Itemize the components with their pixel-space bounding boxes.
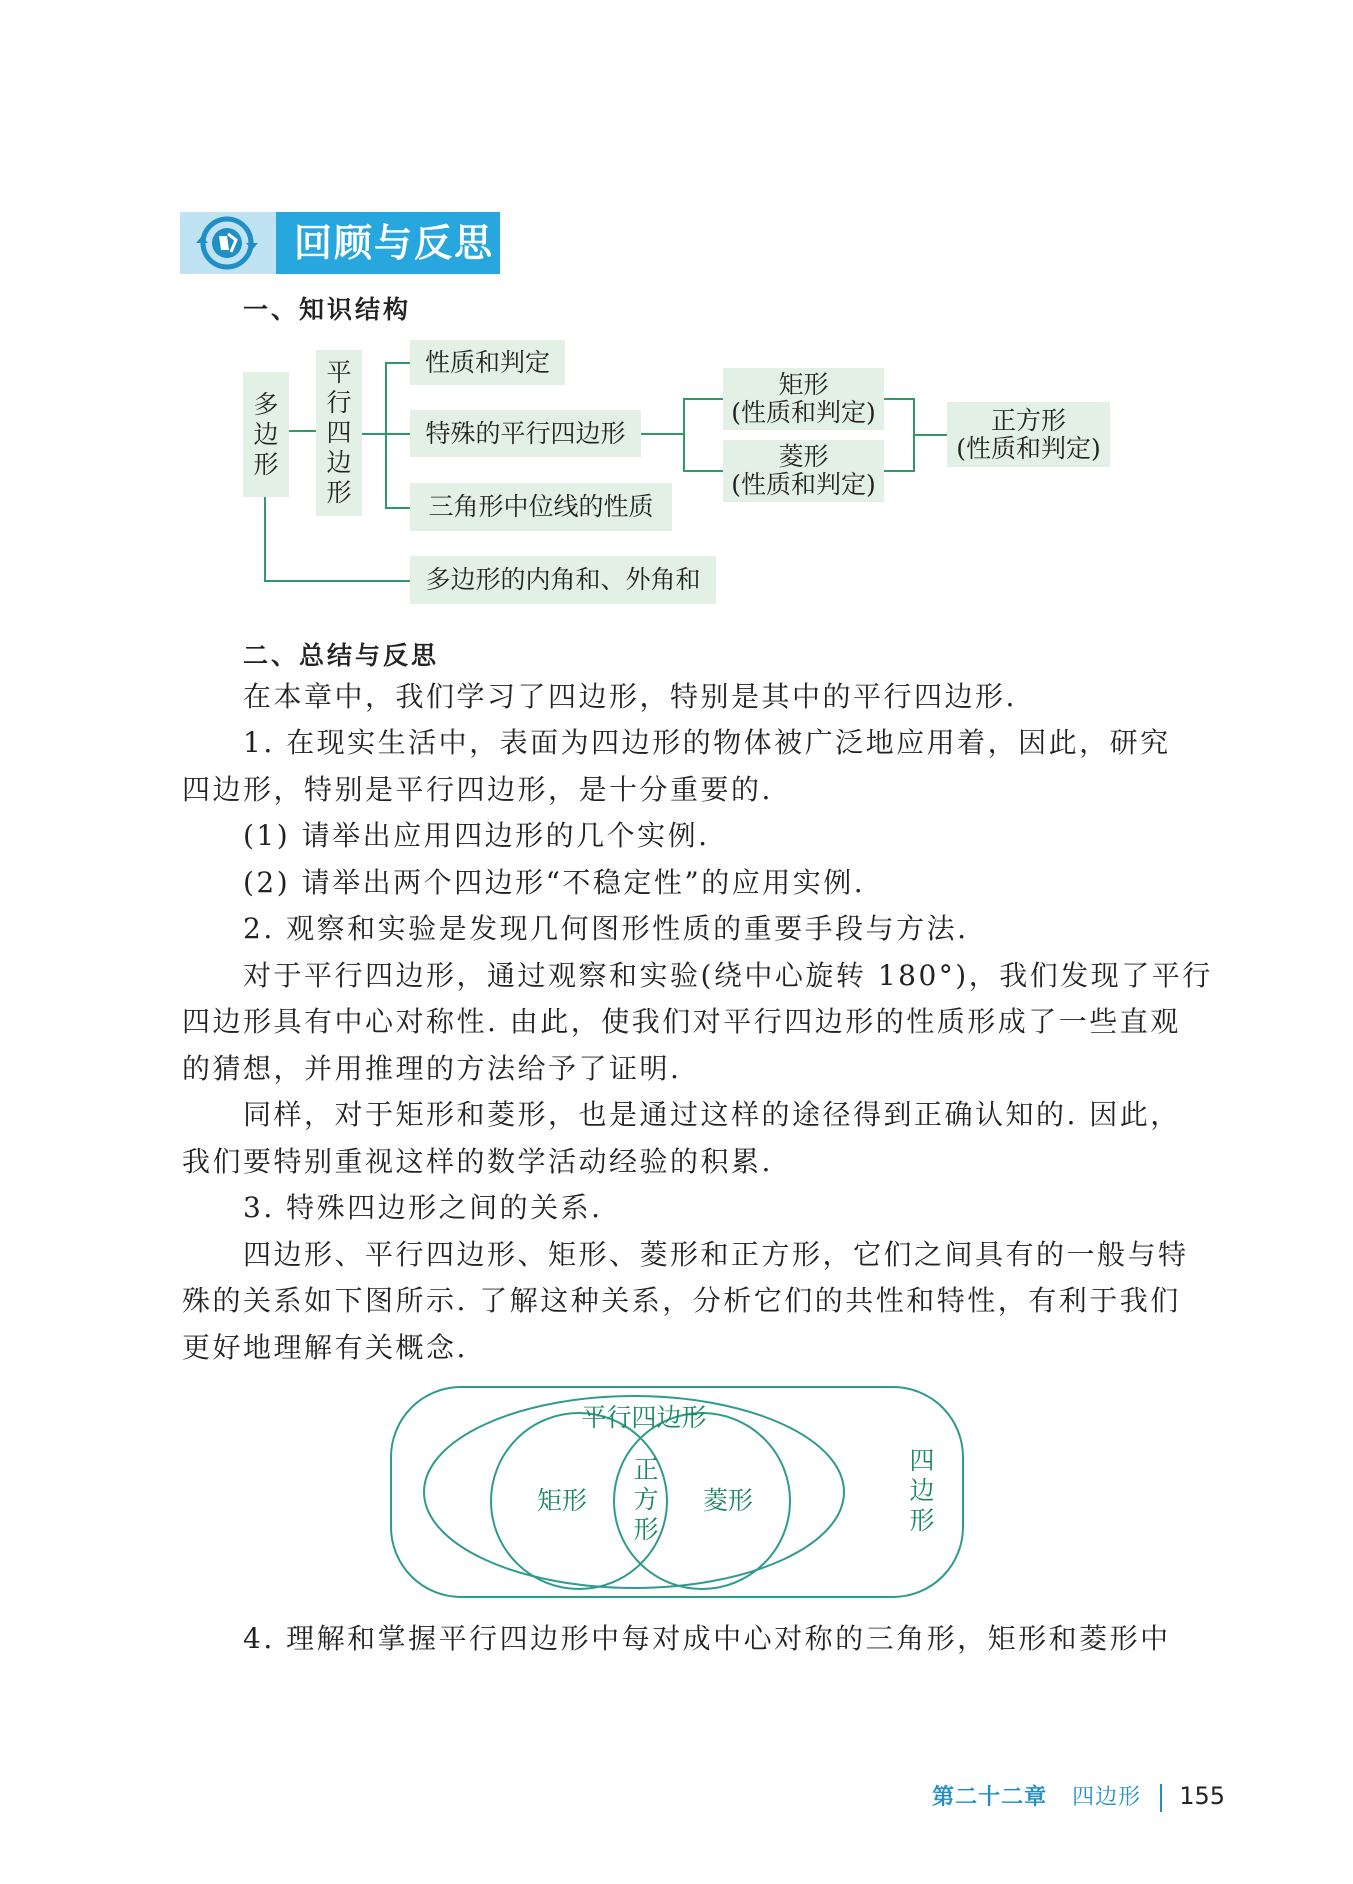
- label-square-2: 方: [633, 1485, 659, 1514]
- connector-line: [385, 362, 387, 508]
- page-number: 155: [1179, 1782, 1225, 1810]
- paragraph-line: (1) 请举出应用四边形的几个实例.: [243, 819, 710, 852]
- label-quadrilateral-1: 四: [909, 1446, 935, 1475]
- section-title: 回顾与反思: [294, 221, 495, 265]
- connector-line: [362, 433, 386, 435]
- paragraph-line: 四边形，特别是平行四边形，是十分重要的.: [182, 773, 773, 806]
- node-midline: 三角形中位线的性质: [410, 483, 672, 531]
- label-rhombus: 菱形: [702, 1486, 754, 1515]
- connector-line: [913, 434, 947, 436]
- page-footer: [932, 1780, 1225, 1812]
- knowledge-structure-heading: 一、知识结构: [243, 295, 412, 324]
- label-parallelogram: 平行四边形: [581, 1403, 707, 1432]
- connector-line: [641, 433, 683, 435]
- label-quadrilateral-2: 边: [909, 1476, 935, 1505]
- label-rectangle: 矩形: [536, 1486, 588, 1515]
- connector-line: [385, 433, 410, 435]
- paragraph-line: 四边形、平行四边形、矩形、菱形和正方形，它们之间具有的一般与特: [243, 1238, 1189, 1271]
- connector-line: [683, 398, 723, 400]
- venn-diagram: [390, 1386, 964, 1598]
- paragraph-line: 2. 观察和实验是发现几何图形性质的重要手段与方法.: [243, 912, 969, 945]
- paragraph-line: 殊的关系如下图所示. 了解这种关系，分析它们的共性和特性，有利于我们: [182, 1284, 1181, 1317]
- paragraph-line: 4. 理解和掌握平行四边形中每对成中心对称的三角形，矩形和菱形中: [243, 1622, 1171, 1655]
- footer-chapter: 第二十二章: [932, 1785, 1048, 1810]
- paragraph-line: 对于平行四边形，通过观察和实验(绕中心旋转 180°)，我们发现了平行: [243, 959, 1213, 992]
- connector-line: [884, 398, 914, 400]
- connector-line: [683, 470, 723, 472]
- connector-line: [264, 580, 410, 582]
- paragraph-line: 在本章中，我们学习了四边形，特别是其中的平行四边形.: [243, 680, 1017, 713]
- paragraph-line: 的猜想，并用推理的方法给予了证明.: [182, 1052, 682, 1085]
- node-rectangle: 矩形 (性质和判定): [723, 368, 884, 430]
- paragraph-line: 更好地理解有关概念.: [182, 1331, 468, 1364]
- label-square-3: 形: [633, 1515, 659, 1544]
- paragraph-line: 四边形具有中心对称性. 由此，使我们对平行四边形的性质形成了一些直观: [182, 1005, 1181, 1038]
- paragraph-line: 1. 在现实生活中，表面为四边形的物体被广泛地应用着，因此，研究: [243, 726, 1171, 759]
- node-polygon: 多 边 形: [243, 372, 289, 497]
- summary-heading: 二、总结与反思: [243, 641, 440, 670]
- footer-topic: 四边形: [1072, 1785, 1142, 1810]
- paragraph-line: 我们要特别重视这样的数学活动经验的积累.: [182, 1145, 773, 1178]
- connector-line: [385, 507, 410, 509]
- paragraph-line: (2) 请举出两个四边形“不稳定性”的应用实例.: [243, 866, 866, 899]
- footer-divider: [1160, 1784, 1162, 1812]
- review-icon: [196, 214, 258, 272]
- node-square: 正方形 (性质和判定): [947, 402, 1110, 467]
- paragraph-line: 3. 特殊四边形之间的关系.: [243, 1191, 603, 1224]
- node-parallelogram: 平 行 四 边 形: [316, 350, 362, 516]
- label-square-1: 正: [633, 1455, 659, 1484]
- connector-line: [289, 430, 316, 432]
- connector-line: [264, 497, 266, 581]
- node-properties: 性质和判定: [410, 340, 565, 385]
- node-rhombus: 菱形 (性质和判定): [723, 440, 884, 502]
- label-quadrilateral-3: 形: [909, 1506, 935, 1535]
- connector-line: [385, 362, 410, 364]
- connector-line: [884, 470, 914, 472]
- paragraph-line: 同样，对于矩形和菱形，也是通过这样的途径得到正确认知的. 因此，: [243, 1098, 1181, 1131]
- node-angle-sum: 多边形的内角和、外角和: [410, 556, 716, 604]
- connector-line: [683, 398, 685, 471]
- node-special-parallelogram: 特殊的平行四边形: [410, 410, 641, 457]
